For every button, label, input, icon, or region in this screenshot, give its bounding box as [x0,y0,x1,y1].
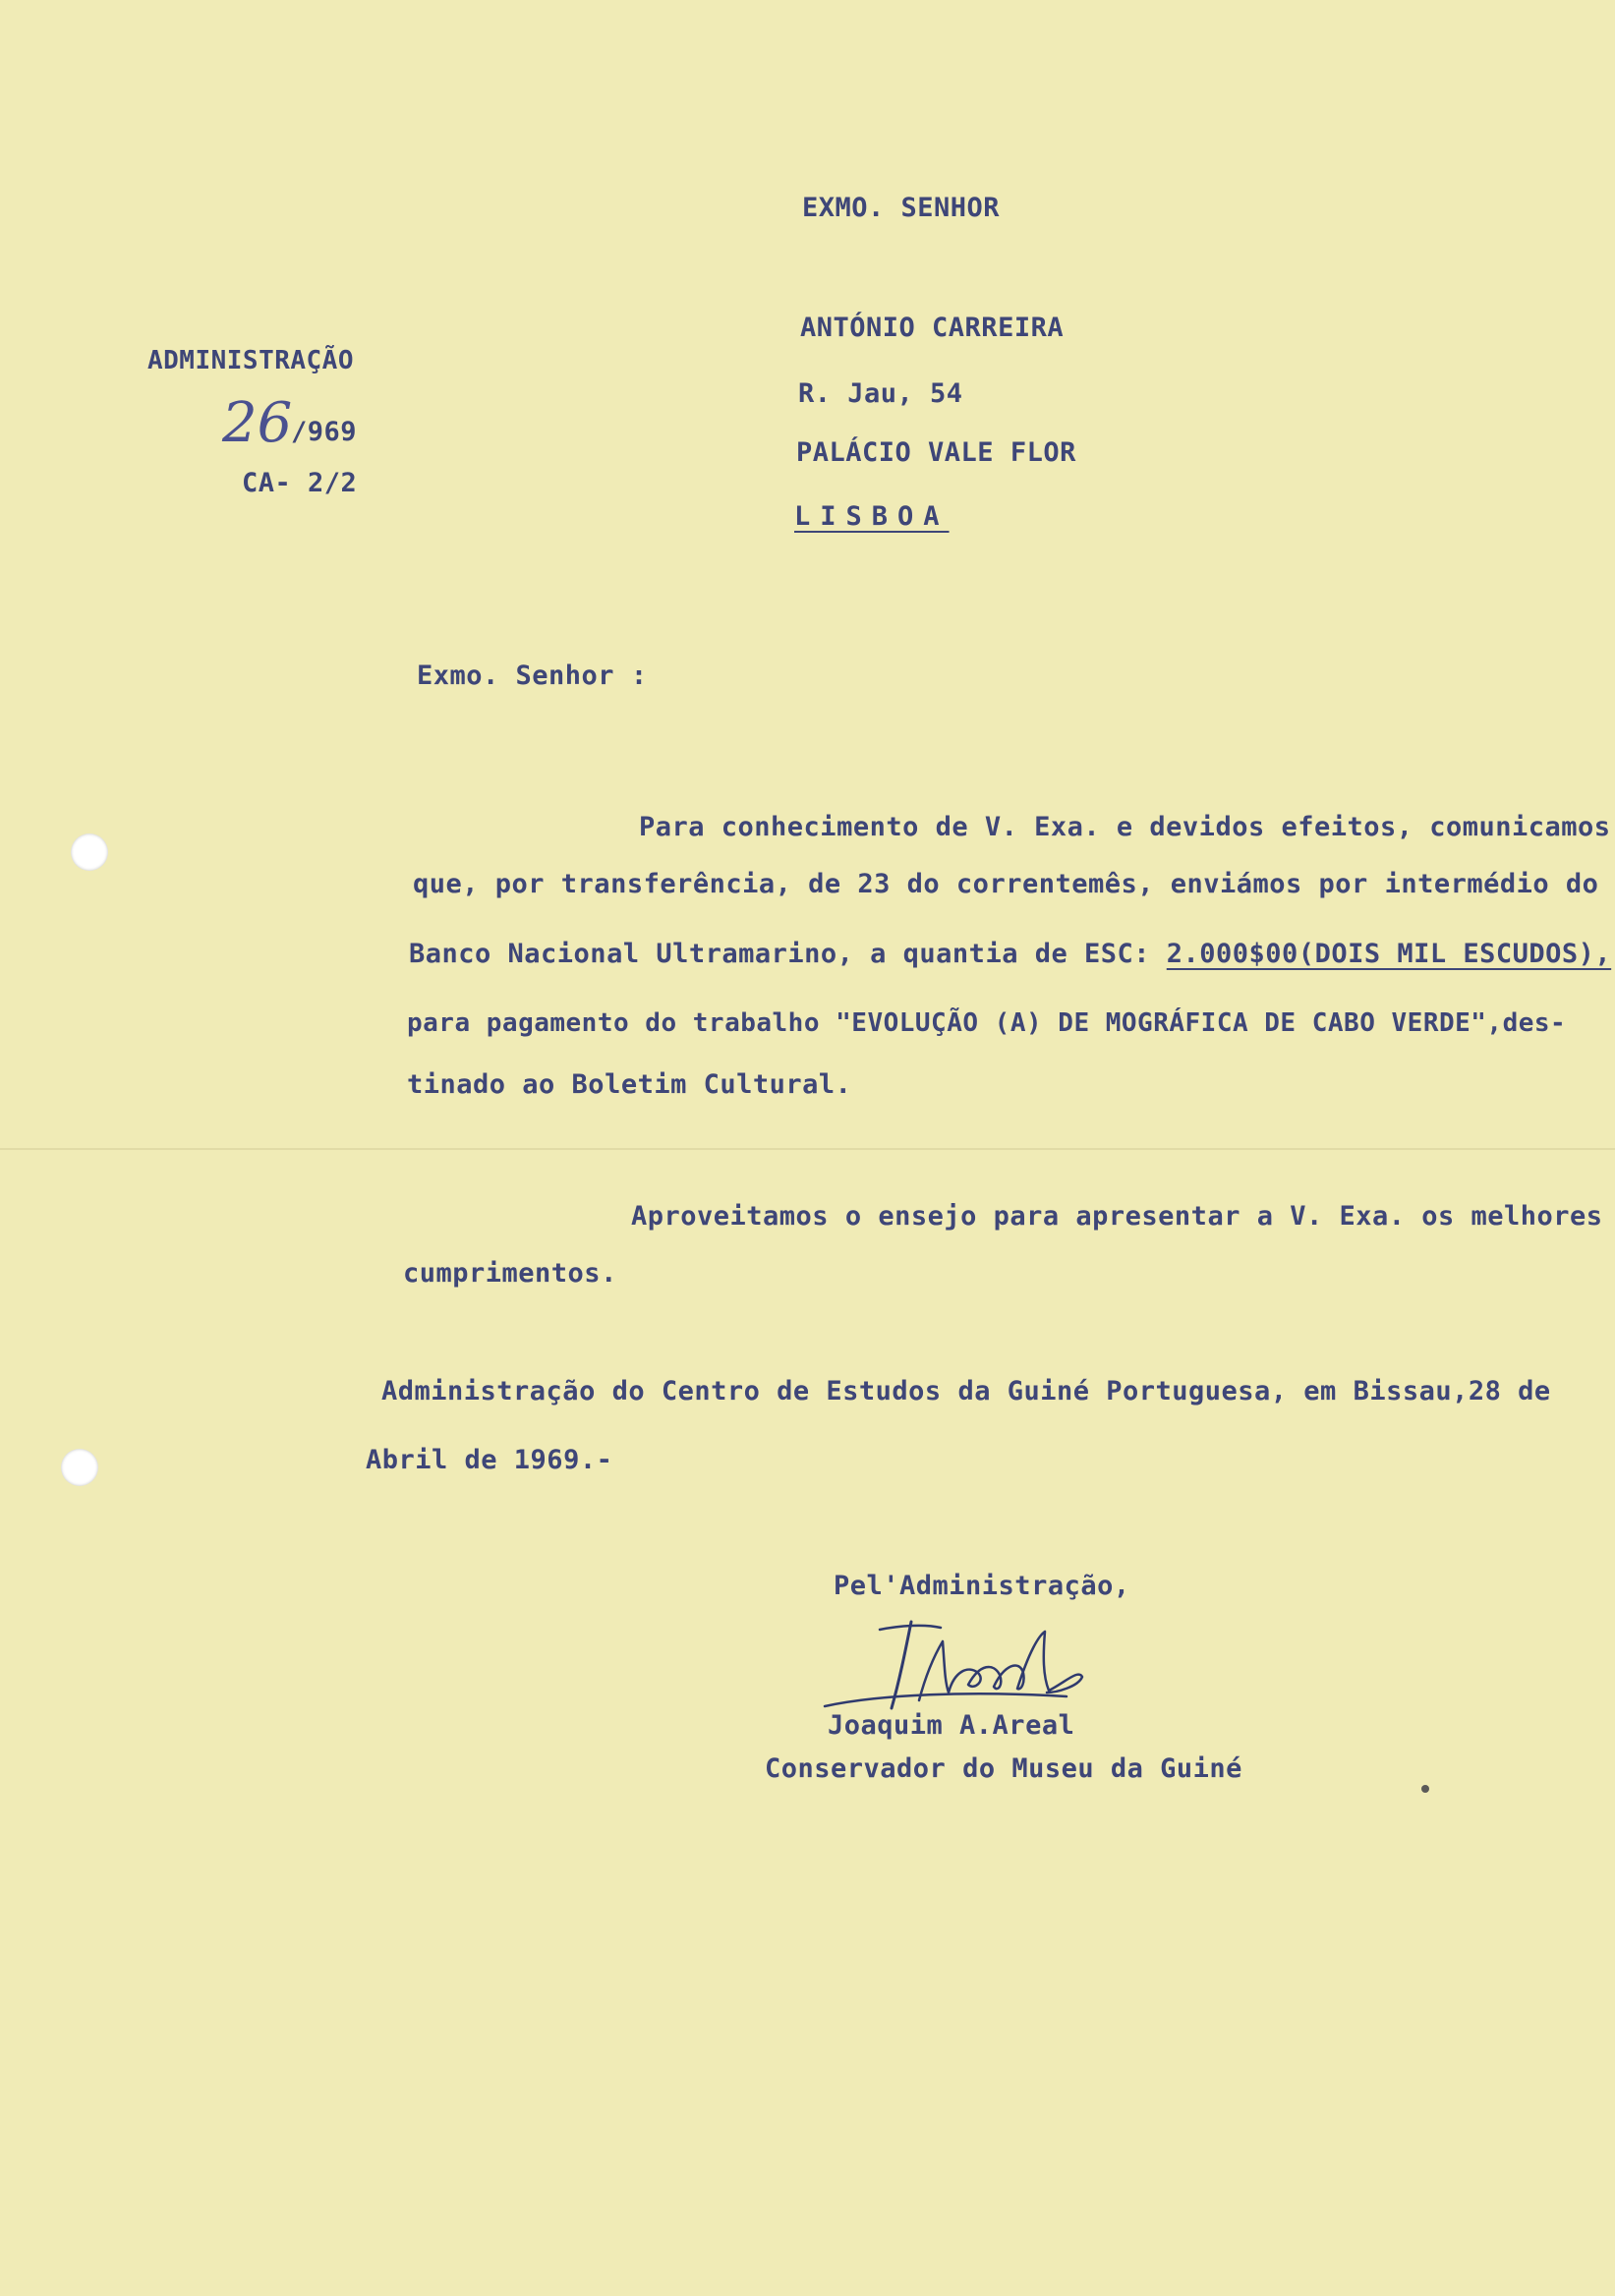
signer-name: Joaquim A.Areal [828,1710,1075,1741]
recipient-name: ANTÓNIO CARREIRA [800,313,1065,343]
paragraph1-line3 [409,939,1611,969]
reference-code: CA- 2/2 [242,468,358,498]
paragraph1-line3-text: Banco Nacional Ultramarino, a quantia de ESC: [409,939,1150,969]
paragraph1-line5: tinado ao Boletim Cultural. [407,1069,852,1100]
signer-title: Conservador do Museu da Guiné [765,1753,1242,1784]
recipient-street: R. Jau, 54 [798,378,963,409]
handwritten-signature [821,1612,1096,1720]
paper-fold [0,1148,1615,1150]
recipient-city: LISBOA [794,501,950,532]
recipient-heading: EXMO. SENHOR [802,193,1001,223]
closing-line1: Administração do Centro de Estudos da Guiné Portuguesa, em Bissau,28 de [381,1376,1551,1406]
paragraph2-line1: Aproveitamos o ensejo para apresentar a V. Exa. os melhores [631,1201,1603,1232]
paragraph1-line2: que, por transferência, de 23 do correntemês, enviámos por intermédio do [413,869,1599,899]
amount-value: 2.000$00(DOIS MIL ESCUDOS), [1166,939,1612,969]
paragraph1-line1: Para conhecimento de V. Exa. e devidos efeitos, comunicamos [639,812,1611,842]
reference-number: 26 [222,391,293,455]
closing-line2: Abril de 1969.- [366,1445,613,1475]
recipient-building: PALÁCIO VALE FLOR [796,437,1076,468]
signoff-on-behalf: Pel'Administração, [834,1571,1130,1601]
paragraph1-line4: para pagamento do trabalho "EVOLUÇÃO (A) DE MOGRÁFICA DE CABO VERDE",des- [407,1008,1567,1038]
punch-hole-lower [61,1449,98,1486]
greeting: Exmo. Senhor : [417,660,648,691]
paragraph2-line2: cumprimentos. [403,1258,617,1289]
reference-year: /969 [291,417,358,447]
reference-department: ADMINISTRAÇÃO [147,346,354,375]
ink-speck [1421,1785,1429,1793]
punch-hole-upper [71,833,108,871]
